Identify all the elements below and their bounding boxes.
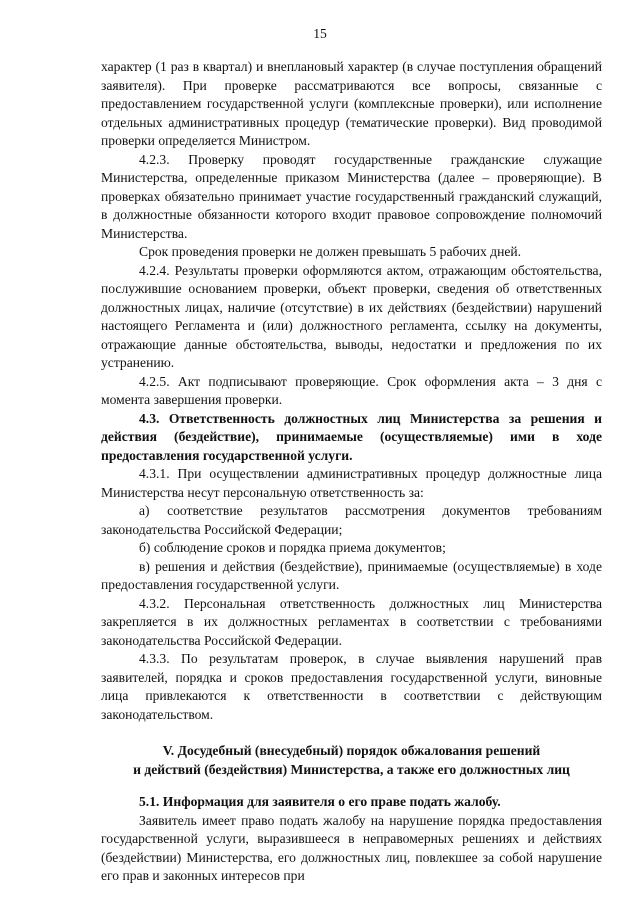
- heading-section-v-line2: и действий (бездействия) Министерства, а также его должностных лиц: [133, 761, 570, 777]
- paragraph-4-2-5: 4.2.5. Акт подписывают проверяющие. Срок оформления акта – 3 дня с момента завершения проверки.: [101, 373, 602, 407]
- page-number: 15: [313, 26, 327, 41]
- paragraph-4-3-1-a: а) соответствие результатов рассмотрения документов требованиям законодательства Российской Федерации;: [101, 503, 602, 537]
- paragraph-inspection-type: характер (1 раз в квартал) и внеплановый характер (в случае поступления обращений заявителя). При проверке рассматриваются все вопросы, связанные с предоставлением государственной услуги (комплексные проверки), или исполнение отдельных административных процедур (тематические проверки). Вид проводимой проверки определяется Министром.: [101, 59, 602, 148]
- heading-5-1: 5.1. Информация для заявителя о его праве подать жалобу.: [139, 794, 501, 809]
- paragraph-4-3-3: 4.3.3. По результатам проверок, в случае выявления нарушений прав заявителей, порядка и сроков предоставления государственной услуги, виновные лица привлекаются к ответственности в соответствии с действующим законодательством.: [101, 651, 602, 722]
- paragraph-4-3-1-v: в) решения и действия (бездействие), принимаемые (осуществляемые) в ходе предоставления государственной услуги.: [101, 558, 602, 592]
- heading-4-3: 4.3. Ответственность должностных лиц Министерства за решения и действия (бездействие), принимаемые (осуществляемые) ими в ходе предоставления государственной услуги.: [101, 410, 602, 463]
- paragraph-4-3-1: 4.3.1. При осуществлении административных процедур должностные лица Министерства несут персональную ответственность за:: [101, 466, 602, 500]
- heading-section-v: [101, 742, 602, 779]
- paragraph-4-3-1-b: б) соблюдение сроков и порядка приема документов;: [139, 540, 446, 555]
- paragraph-4-2-3: 4.2.3. Проверку проводят государственные гражданские служащие Министерства, определенные приказом Министерства (далее – проверяющие). В проверках обязательно принимает участие государственный гражданский служащий, в должностные обязанности которого входит правовое сопровождение полномочий Министерства.: [101, 151, 602, 241]
- paragraph-4-3-2: 4.3.2. Персональная ответственность должностных лиц Министерства закрепляется в их должностных регламентах в соответствии с требованиями законодательства Российской Федерации.: [101, 595, 602, 648]
- paragraph-inspection-term: Срок проведения проверки не должен превышать 5 рабочих дней.: [139, 244, 522, 259]
- paragraph-5-1: Заявитель имеет право подать жалобу на нарушение порядка предоставления государственной услуги, выразившееся в неправомерных решениях и действиях (бездействии) Министерства, его должностных лиц, повлекшее за собой нарушение его прав и законных интересов при: [101, 812, 602, 883]
- heading-section-v-line1: V. Досудебный (внесудебный) порядок обжалования решений: [162, 743, 541, 758]
- paragraph-4-2-4: 4.2.4. Результаты проверки оформляются актом, отражающим обстоятельства, послужившие основанием проверки, объект проверки, сведения об ответственных должностных лицах, наличие (отсутствие) в их действиях (бездействии) нарушений настоящего Регламента и (или) должностного регламента, ссылку на документы, отражающие данные обстоятельства, выводы, недостатки и предложения по их устранению.: [101, 262, 602, 370]
